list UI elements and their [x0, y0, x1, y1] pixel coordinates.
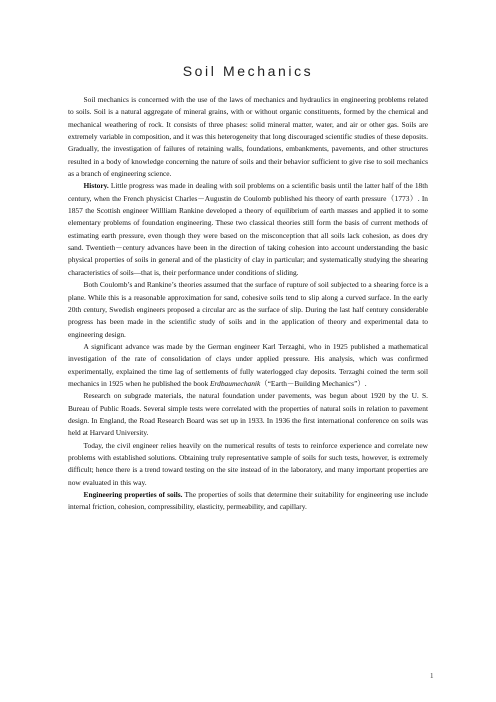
document-body — [68, 94, 428, 514]
document-title: Soil Mechanics — [182, 63, 314, 79]
paragraph-heading-engineering-properties: Engineering properties of soils. — [83, 490, 183, 499]
paragraph-terzaghi — [68, 341, 428, 390]
page-number: 1 — [430, 672, 434, 680]
paragraph-text-tail: （“Earth－Building Mechanics”）. — [260, 378, 367, 388]
paragraph-text: Both Coulomb’s and Rankine’s theories assumed that the surface of rupture of soil subjected to a shearing force is a plane. While this is a reasonable approximation for sand, cohesive soils tend to slip along a curved surface. In the early 20th century, Swedish engineers proposed a circular arc as the surface of slip. During the last half century considerable progress has been made in the scientific study of soils and in the application of theory and experimental data to engineering design. — [68, 280, 428, 339]
paragraph-text: Little progress was made in dealing with soil problems on a scientific basis until the latter half of the 18th century, when the French physicist Charles－Augustin de Coulomb published his theory of earth pressure（1773）. In 1857 the Scottish engineer Willliam Rankine developed a theory of equilibrium of earth masses and applied it to some elementary problems of foundation engineering. These two classical theories still form the basis of current methods of estimating earth pressure, even though they were based on the misconception that all soils lack cohesion, as does dry sand. Twentieth－century advances have been in the direction of taking cohesion into account understanding the basic physical properties of soils in general and of the plasticity of clay in particular; and systematically studying the shearing characteristics of soils—that is, their performance under conditions of sliding. — [68, 181, 428, 277]
paragraph-text: Research on subgrade materials, the natural foundation under pavements, was begun about 1920 by the U. S. Bureau of Public Roads. Several simple tests were correlated with the properties of natural soils in relation to pavement design. In England, the Road Research Board was set up in 1933. In 1936 the first international conference on soils was held at Harvard University. — [68, 391, 428, 438]
paragraph-heading-history: History. — [83, 181, 109, 191]
paragraph-today — [68, 440, 428, 489]
paragraph-text: Soil mechanics is concerned with the use of the laws of mechanics and hydraulics in engineering problems related to soils. Soil is a natural aggregate of mineral grains, with or without organic constituents, formed by the chemical and mechanical weathering of rock. It consists of three phases: solid mineral matter, water, and air or other gas. Soils are extremely variable in composition, and it was this heterogeneity that long discouraged scientific studies of these deposits. Gradually, the investigation of failures of retaining walls, foundations, embankments, pavements, and other structures resulted in a body of knowledge concerning the nature of soils and their behavior sufficient to give rise to soil mechanics as a branch of engineering science. — [68, 95, 428, 179]
paragraph-subgrade-research — [68, 390, 428, 439]
paragraph-history — [68, 180, 428, 279]
book-title-italic: Erdbaumechanik — [210, 378, 261, 388]
paragraph-text: Today, the civil engineer relies heavily on the numerical results of tests to reinforce experience and correlate new problems with established solutions. Obtaining truly representative sample of soils for such tests, however, is extremely difficult; hence there is a trend toward testing on the site instead of in the laboratory, and many important properties are now evaluated in this way. — [68, 440, 428, 487]
paragraph-engineering-properties — [68, 489, 428, 514]
paragraph-intro — [68, 94, 428, 180]
paragraph-coulomb-rankine — [68, 279, 428, 341]
paragraph-text: The properties of soils that determine their suitability for engineering use include internal friction, cohesion, compressibility, elasticity, permeability, and capillary. — [68, 490, 428, 512]
paragraph-text: A significant advance was made by the German engineer Karl Terzaghi, who in 1925 published a mathematical investigation of the rate of consolidation of clays under applied pressure. His analysis, which was confirmed experimentally, explained the time lag of settlements of fully waterlogged clay deposits. Terzaghi coined the term soil mechanics in 1925 when he published the book — [68, 341, 428, 388]
